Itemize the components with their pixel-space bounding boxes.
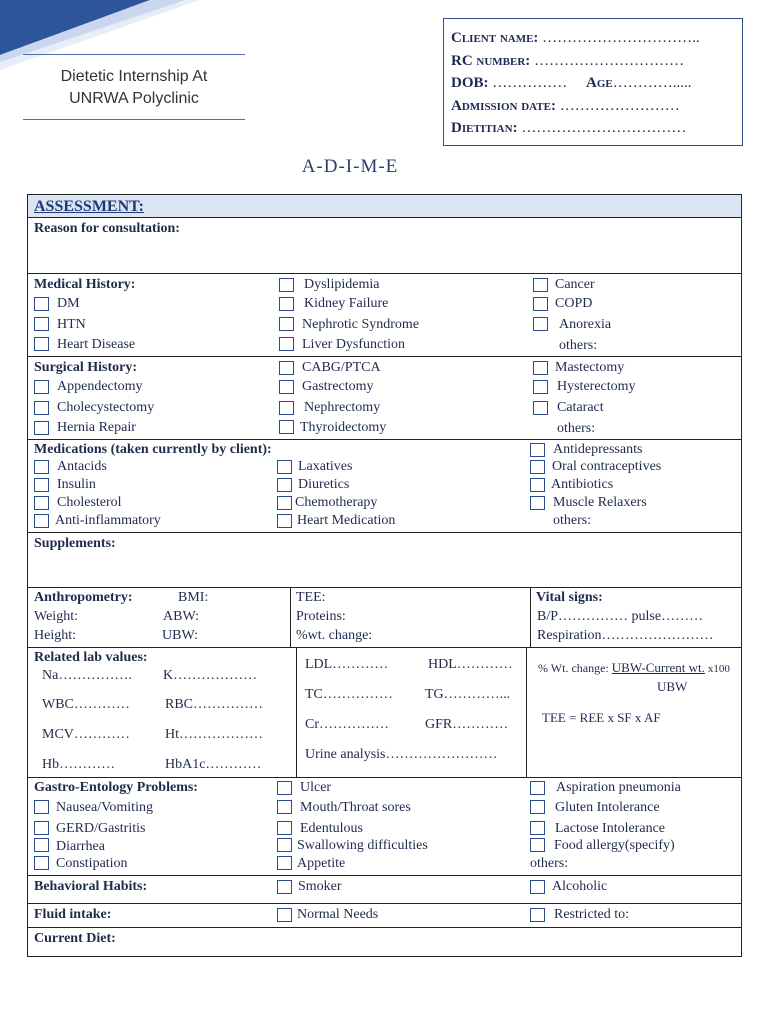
- dietitian-line[interactable]: [451, 117, 742, 140]
- admission-date-line[interactable]: [451, 95, 742, 118]
- row-divider-medications: [27, 439, 742, 440]
- label-muscle-relaxers: Muscle Relaxers: [553, 495, 647, 510]
- wbc-field[interactable]: WBC…………: [42, 697, 130, 712]
- checkbox-hysterectomy[interactable]: [533, 380, 548, 394]
- tc-field[interactable]: TC……………: [305, 687, 393, 702]
- ubw-label[interactable]: UBW:: [162, 628, 199, 643]
- checkbox-aspiration-pneumonia[interactable]: [530, 781, 545, 795]
- rbc-field[interactable]: RBC……………: [165, 697, 264, 712]
- label-nephrotic-syndrome: Nephrotic Syndrome: [302, 317, 420, 332]
- label-dyslipidemia: Dyslipidemia: [304, 277, 380, 292]
- label-chemotherapy: Chemotherapy: [295, 495, 378, 510]
- medications-heading: Medications (taken currently by client):: [34, 442, 272, 457]
- label-antidepressants: Antidepressants: [553, 442, 643, 457]
- checkbox-nausea-vomiting[interactable]: [34, 800, 49, 814]
- checkbox-normal-needs[interactable]: [277, 908, 292, 922]
- label-laxatives: Laxatives: [298, 459, 353, 474]
- age-label: Age: [586, 75, 613, 91]
- label-liver-dysfunction: Liver Dysfunction: [302, 337, 406, 352]
- surgical-others-label: others:: [557, 421, 596, 436]
- current-diet-field[interactable]: [150, 929, 740, 955]
- row-divider-surgical: [27, 356, 742, 357]
- checkbox-dm[interactable]: [34, 297, 49, 311]
- checkbox-food-allergy[interactable]: [530, 838, 545, 852]
- assessment-heading: ASSESSMENT:: [28, 195, 741, 218]
- checkbox-smoker[interactable]: [277, 880, 292, 894]
- na-field[interactable]: Na…………….: [42, 668, 132, 683]
- label-smoker: Smoker: [298, 879, 342, 894]
- checkbox-gerd-gastritis[interactable]: [34, 821, 49, 835]
- label-gluten-intolerance: Gluten Intolerance: [555, 800, 660, 815]
- vital-signs-heading: Vital signs:: [536, 590, 603, 605]
- label-nausea-vomiting: Nausea/Vomiting: [56, 800, 153, 815]
- label-diuretics: Diuretics: [298, 477, 350, 492]
- label-gastrectomy: Gastrectomy: [302, 379, 374, 394]
- medical-others-label: others:: [559, 338, 598, 353]
- gfr-field[interactable]: GFR…………: [425, 717, 509, 732]
- label-thyroidectomy: Thyroidectomy: [300, 420, 387, 435]
- ht-field[interactable]: Ht………………: [165, 727, 263, 742]
- row-divider-diet: [27, 927, 742, 928]
- checkbox-gluten-intolerance[interactable]: [530, 800, 545, 814]
- label-swallowing-difficulties: Swallowing difficulties: [297, 838, 428, 853]
- label-gerd-gastritis: GERD/Gastritis: [56, 821, 146, 836]
- checkbox-hernia-repair[interactable]: [34, 421, 49, 435]
- corner-decoration: [0, 0, 200, 70]
- label-kidney-failure: Kidney Failure: [304, 296, 389, 311]
- label-insulin: Insulin: [57, 477, 96, 492]
- label-mouth-throat-sores: Mouth/Throat sores: [300, 800, 411, 815]
- medical-history-heading: Medical History:: [34, 277, 136, 292]
- k-field[interactable]: K………………: [163, 668, 258, 683]
- checkbox-alcoholic[interactable]: [530, 880, 545, 894]
- label-alcoholic: Alcoholic: [552, 879, 608, 894]
- age-field[interactable]: ………….....: [612, 75, 692, 91]
- wt-change-formula: [538, 660, 730, 677]
- checkbox-chemotherapy[interactable]: [277, 496, 292, 510]
- checkbox-antidepressants[interactable]: [530, 443, 545, 457]
- row-divider-gastro: [27, 777, 742, 778]
- checkbox-thyroidectomy[interactable]: [279, 420, 294, 434]
- tee-label[interactable]: TEE:: [296, 590, 326, 605]
- checkbox-insulin[interactable]: [34, 478, 49, 492]
- formula-denominator: UBW: [657, 679, 688, 694]
- org-line-2: UNRWA Polyclinic: [69, 90, 199, 107]
- label-cabg-ptca: CABG/PTCA: [302, 360, 381, 375]
- reason-field[interactable]: [28, 238, 741, 272]
- label-constipation: Constipation: [56, 856, 128, 871]
- label-oral-contraceptives: Oral contraceptives: [552, 459, 662, 474]
- checkbox-restricted[interactable]: [530, 908, 545, 922]
- label-cholecystectomy: Cholecystectomy: [57, 400, 155, 415]
- checkbox-nephrectomy[interactable]: [279, 401, 294, 415]
- checkbox-kidney-failure[interactable]: [279, 297, 294, 311]
- row-divider-anthropometry: [27, 587, 742, 588]
- proteins-label[interactable]: Proteins:: [296, 609, 346, 624]
- formula-x100: x100: [707, 663, 730, 675]
- rc-number-field[interactable]: …………………………: [534, 52, 685, 69]
- dietitian-label: Dietitian:: [451, 120, 518, 136]
- checkbox-mouth-throat-sores[interactable]: [277, 800, 292, 814]
- surgical-history-heading: Surgical History:: [34, 360, 138, 375]
- ldl-field[interactable]: LDL…………: [305, 657, 389, 672]
- hb-field[interactable]: Hb…………: [42, 757, 116, 772]
- header-rule-bottom: [23, 119, 245, 120]
- checkbox-edentulous[interactable]: [277, 821, 292, 835]
- label-cataract: Cataract: [557, 400, 604, 415]
- anthro-col-divider-2: [530, 587, 531, 647]
- supplements-field[interactable]: [28, 553, 741, 586]
- dob-label: DOB:: [451, 75, 489, 91]
- wt-change-label[interactable]: %wt. change:: [296, 628, 373, 643]
- checkbox-diarrhea[interactable]: [34, 838, 49, 852]
- label-cancer: Cancer: [555, 277, 595, 292]
- checkbox-diuretics[interactable]: [277, 478, 292, 492]
- label-antibiotics: Antibiotics: [551, 477, 614, 492]
- tg-field[interactable]: TG…………...: [425, 687, 511, 702]
- checkbox-muscle-relaxers[interactable]: [530, 496, 545, 510]
- checkbox-ulcer[interactable]: [277, 781, 292, 795]
- label-antacids: Antacids: [57, 459, 107, 474]
- org-line-1: Dietetic Internship At: [60, 68, 208, 85]
- checkbox-dyslipidemia[interactable]: [279, 278, 294, 292]
- fluid-heading: Fluid intake:: [34, 907, 112, 922]
- dietitian-field[interactable]: ……………………………: [521, 120, 687, 136]
- client-info-box: [443, 18, 743, 146]
- reason-label: Reason for consultation:: [34, 221, 180, 236]
- row-divider-medical: [27, 273, 742, 274]
- urine-analysis-field[interactable]: Urine analysis……………………: [305, 747, 498, 762]
- checkbox-anorexia[interactable]: [533, 317, 548, 331]
- checkbox-antibiotics[interactable]: [530, 478, 545, 492]
- checkbox-laxatives[interactable]: [277, 460, 292, 474]
- label-edentulous: Edentulous: [300, 821, 363, 836]
- label-heart-medication: Heart Medication: [297, 513, 396, 528]
- label-lactose-intolerance: Lactose Intolerance: [555, 821, 665, 836]
- hba1c-field[interactable]: HbA1c…………: [165, 757, 262, 772]
- bp-pulse-field[interactable]: B/P…………… pulse………: [537, 609, 704, 624]
- label-food-allergy: Food allergy(specify): [554, 838, 675, 853]
- label-cholesterol: Cholesterol: [57, 495, 122, 510]
- label-diarrhea: Diarrhea: [56, 839, 105, 854]
- formula-numerator: UBW-Current wt.: [611, 660, 705, 675]
- dob-field[interactable]: ……………: [492, 75, 568, 91]
- checkbox-liver-dysfunction[interactable]: [279, 337, 294, 351]
- row-divider-labs: [27, 647, 742, 648]
- checkbox-oral-contraceptives[interactable]: [530, 460, 545, 474]
- label-nephrectomy: Nephrectomy: [304, 400, 381, 415]
- checkbox-antacids[interactable]: [34, 460, 49, 474]
- labs-col-divider-2: [526, 647, 527, 777]
- checkbox-gastrectomy[interactable]: [279, 380, 294, 394]
- label-copd: COPD: [555, 296, 593, 311]
- checkbox-anti-inflammatory[interactable]: [34, 514, 49, 528]
- client-name-label: Client name:: [451, 30, 539, 46]
- checkbox-appetite[interactable]: [277, 856, 292, 870]
- labs-heading: Related lab values:: [34, 650, 148, 665]
- checkbox-lactose-intolerance[interactable]: [530, 821, 545, 835]
- gastro-heading: Gastro-Entology Problems:: [34, 780, 198, 795]
- checkbox-copd[interactable]: [533, 297, 548, 311]
- current-diet-heading: Current Diet:: [34, 931, 116, 946]
- label-dm: DM: [57, 296, 80, 311]
- anthropometry-heading: Anthropometry:: [34, 590, 133, 605]
- admission-date-label: Admission date:: [451, 97, 556, 114]
- hdl-field[interactable]: HDL…………: [428, 657, 513, 672]
- checkbox-constipation[interactable]: [34, 856, 49, 870]
- checkbox-cancer[interactable]: [533, 278, 548, 292]
- checkbox-cholesterol[interactable]: [34, 496, 49, 510]
- label-ulcer: Ulcer: [300, 780, 332, 795]
- label-aspiration-pneumonia: Aspiration pneumonia: [556, 780, 681, 795]
- label-restricted: Restricted to:: [554, 907, 630, 922]
- cr-field[interactable]: Cr……………: [305, 717, 389, 732]
- tee-formula: TEE = REE x SF x AF: [542, 710, 661, 725]
- label-hysterectomy: Hysterectomy: [557, 379, 636, 394]
- label-mastectomy: Mastectomy: [555, 360, 625, 375]
- label-appendectomy: Appendectomy: [57, 379, 143, 394]
- checkbox-htn[interactable]: [34, 317, 49, 331]
- labs-col-divider-1: [296, 647, 297, 777]
- anthro-col-divider-1: [290, 587, 291, 647]
- abw-label[interactable]: ABW:: [163, 609, 200, 624]
- checkbox-nephrotic-syndrome[interactable]: [279, 317, 294, 331]
- weight-label[interactable]: Weight:: [34, 609, 78, 624]
- row-divider-fluid: [27, 903, 742, 904]
- mcv-field[interactable]: MCV…………: [42, 727, 130, 742]
- checkbox-swallowing-difficulties[interactable]: [277, 838, 292, 852]
- bmi-label[interactable]: BMI:: [178, 590, 209, 605]
- header-rule-top: [23, 54, 245, 55]
- checkbox-cataract[interactable]: [533, 401, 548, 415]
- respiration-field[interactable]: Respiration……………………: [537, 628, 714, 643]
- rc-number-line[interactable]: [451, 50, 742, 73]
- label-htn: HTN: [57, 317, 86, 332]
- label-anorexia: Anorexia: [559, 317, 612, 332]
- admission-date-field[interactable]: ……………………: [559, 97, 680, 114]
- checkbox-heart-disease[interactable]: [34, 337, 49, 351]
- checkbox-heart-medication[interactable]: [277, 514, 292, 528]
- rc-number-label: RC number:: [451, 52, 531, 69]
- label-heart-disease: Heart Disease: [57, 337, 136, 352]
- checkbox-cabg-ptca[interactable]: [279, 361, 294, 375]
- formula-prefix: % Wt. change:: [538, 661, 609, 675]
- org-name: [23, 66, 245, 110]
- label-anti-inflammatory: Anti-inflammatory: [55, 513, 161, 528]
- gastro-others-label: others:: [530, 856, 569, 871]
- label-normal-needs: Normal Needs: [297, 907, 379, 922]
- checkbox-appendectomy[interactable]: [34, 380, 49, 394]
- checkbox-mastectomy[interactable]: [533, 361, 548, 375]
- supplements-heading: Supplements:: [34, 536, 116, 551]
- row-divider-supplements: [27, 532, 742, 533]
- checkbox-cholecystectomy[interactable]: [34, 401, 49, 415]
- behavioral-heading: Behavioral Habits:: [34, 879, 148, 894]
- dob-age-line[interactable]: [451, 72, 742, 95]
- row-divider-behavioral: [27, 875, 742, 876]
- client-name-line[interactable]: [451, 27, 742, 50]
- client-name-field[interactable]: …………………………..: [542, 30, 700, 46]
- label-appetite: Appetite: [297, 856, 346, 871]
- page-title: A-D-I-M-E: [301, 156, 399, 177]
- height-label[interactable]: Height:: [34, 628, 76, 643]
- label-hernia-repair: Hernia Repair: [57, 420, 136, 435]
- medications-others-label: others:: [553, 513, 592, 528]
